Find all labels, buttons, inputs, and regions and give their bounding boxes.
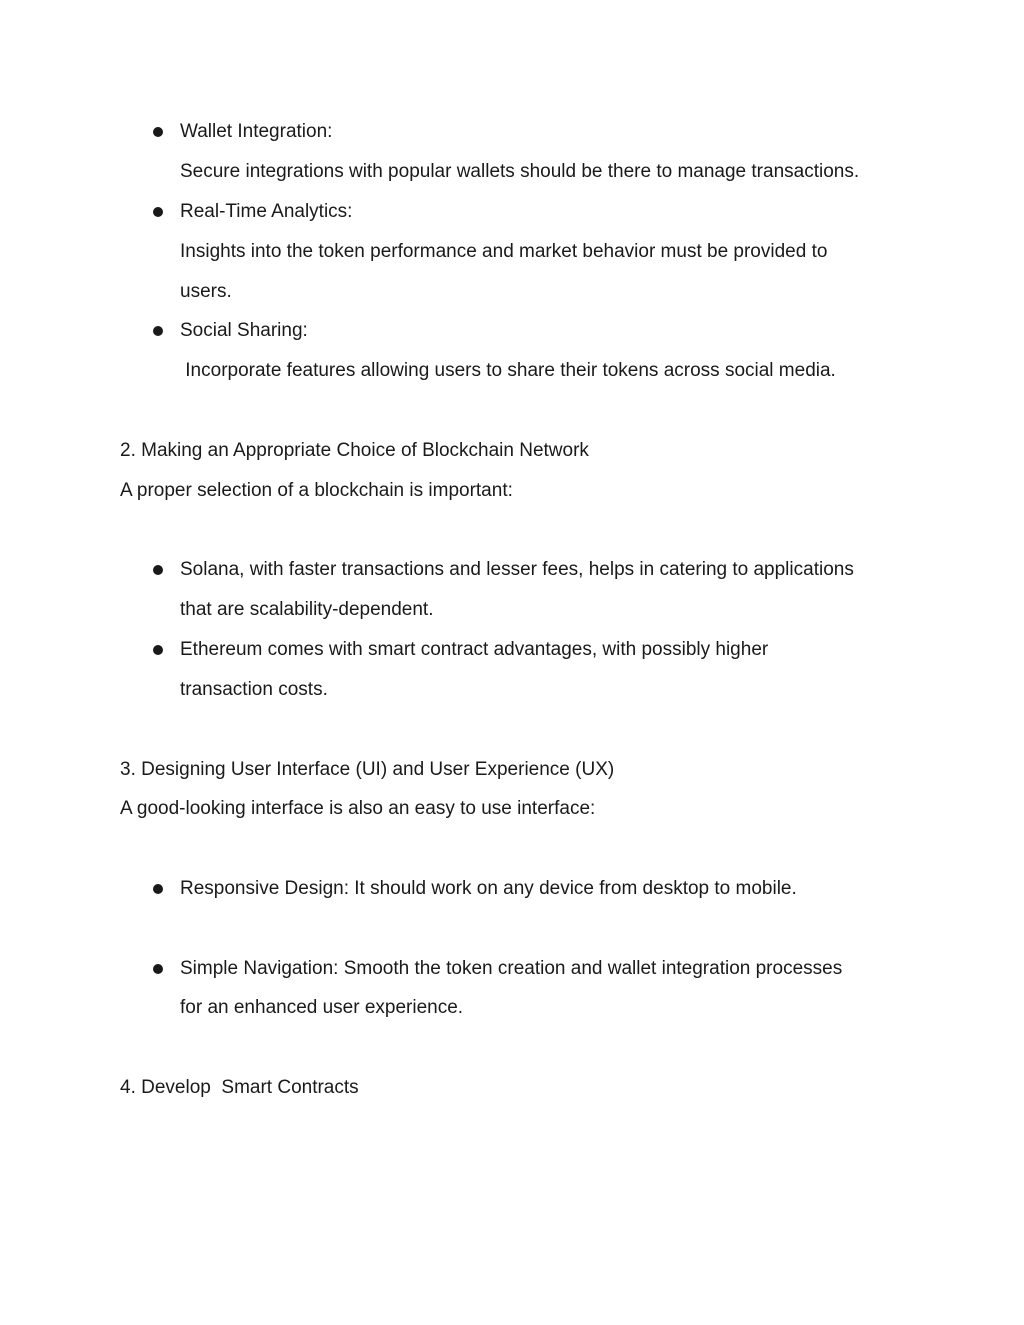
feature-title-social-sharing: Social Sharing: [180,320,308,341]
feature-body-wallet-integration: Secure integrations with popular wallets should be there to manage transactions. [180,161,860,182]
feature-body-social-sharing: Incorporate features allowing users to share their tokens across social media. [180,360,836,381]
bullet-wallet-integration [153,127,163,137]
section4-heading: 4. Develop Smart Contracts [120,1077,359,1098]
section2-bullet-solana-line2: that are scalability-dependent. [180,599,434,620]
feature-body-real-time-analytics-line2: users. [180,281,232,302]
section2-bullet-ethereum-line1: Ethereum comes with smart contract advantages, with possibly higher [180,639,769,660]
section3-bullet-simple-navigation-line1: Simple Navigation: Smooth the token creation and wallet integration processes [180,958,843,979]
bullet-real-time-analytics [153,207,163,217]
bullet-responsive-design [153,884,163,894]
bullet-simple-navigation [153,964,163,974]
section2-heading: 2. Making an Appropriate Choice of Blockchain Network [120,440,589,461]
section2-intro: A proper selection of a blockchain is important: [120,480,513,501]
section3-bullet-responsive-design: Responsive Design: It should work on any device from desktop to mobile. [180,878,797,899]
section2-bullet-ethereum-line2: transaction costs. [180,679,328,700]
bullet-solana [153,565,163,575]
section3-intro: A good-looking interface is also an easy to use interface: [120,798,596,819]
feature-title-real-time-analytics: Real-Time Analytics: [180,201,353,222]
feature-title-wallet-integration: Wallet Integration: [180,121,333,142]
section3-heading: 3. Designing User Interface (UI) and User Experience (UX) [120,759,615,780]
feature-body-real-time-analytics-line1: Insights into the token performance and market behavior must be provided to [180,241,828,262]
section2-bullet-solana-line1: Solana, with faster transactions and lesser fees, helps in catering to applications [180,559,854,580]
bullet-ethereum [153,645,163,655]
bullet-social-sharing [153,326,163,336]
section3-bullet-simple-navigation-line2: for an enhanced user experience. [180,997,464,1018]
